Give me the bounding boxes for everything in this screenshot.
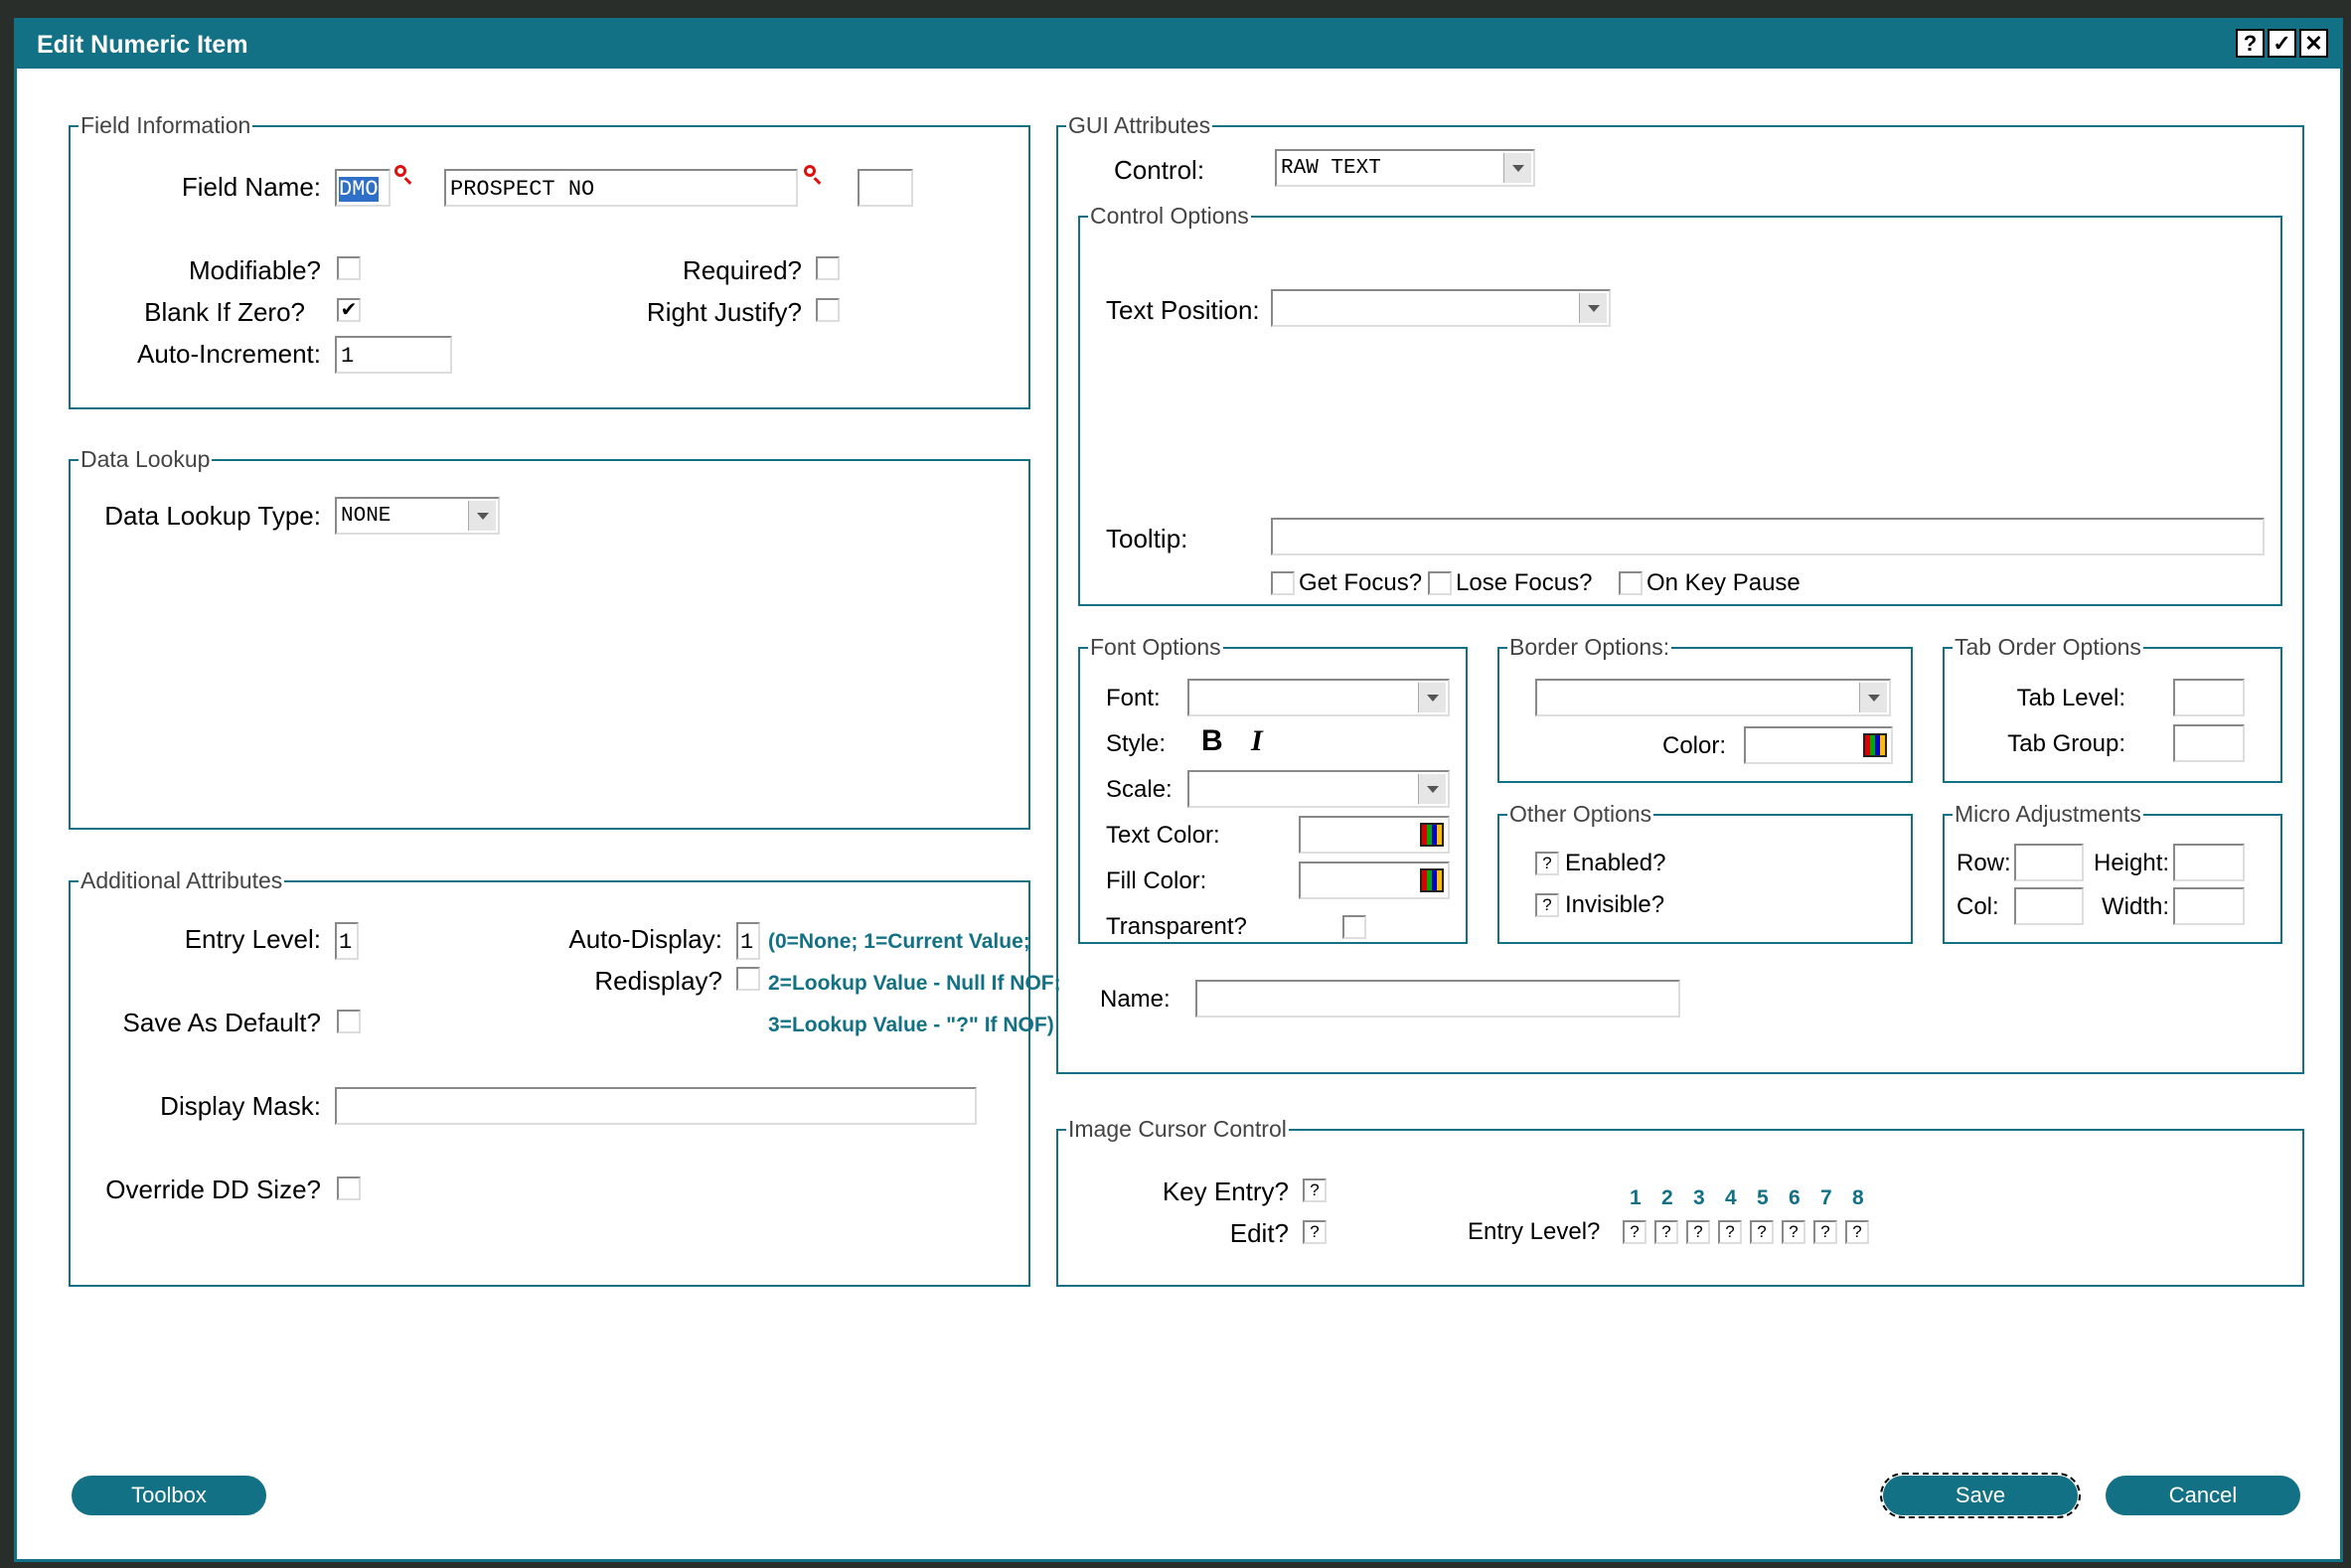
data-lookup-group: [69, 446, 1030, 830]
entry-level-2-checkbox[interactable]: ?: [1654, 1220, 1678, 1244]
level-number: 2: [1661, 1186, 1673, 1209]
enabled-checkbox[interactable]: ?: [1535, 852, 1559, 875]
auto-increment-label: Auto-Increment:: [137, 339, 321, 369]
transparent-label: Transparent?: [1106, 913, 1247, 940]
field-name-label: Field Name:: [181, 172, 321, 202]
auto-display-input[interactable]: 1: [736, 922, 760, 960]
help-button[interactable]: ?: [2236, 29, 2265, 58]
control-select[interactable]: RAW TEXT: [1275, 149, 1535, 187]
invisible-label: Invisible?: [1565, 891, 1665, 918]
font-options-group: [1078, 634, 1468, 944]
edit-numeric-item-dialog: [14, 18, 2343, 1562]
tab-order-options-group: [1943, 634, 2282, 783]
micro-adjustments-group: [1943, 801, 2282, 944]
get-focus-checkbox[interactable]: [1271, 571, 1295, 595]
required-checkbox[interactable]: [816, 256, 840, 280]
transparent-checkbox[interactable]: [1342, 915, 1366, 939]
tooltip-input[interactable]: [1271, 518, 2265, 555]
lose-focus-checkbox[interactable]: [1428, 571, 1452, 595]
col-label: Col:: [1957, 893, 1999, 920]
lose-focus-label: Lose Focus?: [1456, 569, 1593, 596]
font-label: Font:: [1106, 685, 1161, 711]
other-options-group: [1497, 801, 1913, 944]
text-position-select[interactable]: [1271, 289, 1611, 327]
title-bar: [17, 21, 2340, 69]
tab-group-input[interactable]: [2173, 724, 2245, 762]
auto-increment-input[interactable]: 1: [335, 336, 452, 374]
tab-order-options-legend: Tab Order Options: [1955, 634, 2141, 660]
right-justify-checkbox[interactable]: [816, 298, 840, 322]
save-as-default-checkbox[interactable]: [337, 1010, 361, 1033]
tab-level-input[interactable]: [2173, 679, 2245, 716]
chevron-down-icon: [1579, 293, 1607, 323]
scale-select[interactable]: [1187, 770, 1450, 808]
fill-color-input[interactable]: [1299, 862, 1450, 899]
style-label: Style:: [1106, 730, 1167, 757]
entry-level-4-checkbox[interactable]: ?: [1718, 1220, 1742, 1244]
color-picker-icon[interactable]: [1863, 733, 1887, 757]
height-input[interactable]: [2173, 844, 2245, 881]
dialog-title: Edit Numeric Item: [37, 31, 248, 59]
text-position-label: Text Position:: [1106, 295, 1260, 325]
search-icon[interactable]: [394, 165, 406, 177]
on-key-pause-label: On Key Pause: [1646, 569, 1801, 596]
gui-attributes-group: [1056, 112, 2304, 1074]
data-lookup-legend: Data Lookup: [80, 446, 211, 472]
auto-display-hint-1: (0=None; 1=Current Value;: [768, 930, 1030, 953]
tab-group-label: Tab Group:: [2007, 730, 2125, 757]
control-options-group: [1078, 203, 2282, 606]
border-options-group: [1497, 634, 1913, 783]
chevron-down-icon: [1418, 774, 1446, 804]
chevron-down-icon: [1418, 683, 1446, 712]
entry-level-1-checkbox[interactable]: ?: [1623, 1220, 1646, 1244]
border-color-label: Color:: [1662, 732, 1727, 759]
close-button[interactable]: ✕: [2299, 29, 2328, 58]
override-dd-size-checkbox[interactable]: [337, 1176, 361, 1200]
field-prefix-input[interactable]: DMO: [335, 169, 391, 207]
auto-display-hint-3: 3=Lookup Value - "?" If NOF): [768, 1014, 1054, 1036]
color-picker-icon[interactable]: [1420, 823, 1444, 847]
display-mask-label: Display Mask:: [160, 1091, 321, 1121]
display-mask-input[interactable]: [335, 1087, 977, 1125]
text-color-label: Text Color:: [1106, 822, 1220, 849]
entry-level-8-checkbox[interactable]: ?: [1845, 1220, 1869, 1244]
level-number: 8: [1852, 1186, 1864, 1209]
override-dd-size-label: Override DD Size?: [105, 1175, 321, 1204]
text-color-input[interactable]: [1299, 816, 1450, 854]
enabled-label: Enabled?: [1565, 850, 1666, 876]
row-label: Row:: [1957, 850, 2011, 876]
control-label: Control:: [1114, 155, 1205, 185]
level-number: 5: [1757, 1186, 1769, 1209]
entry-level-label: Entry Level?: [1468, 1218, 1601, 1245]
level-number: 1: [1630, 1186, 1642, 1209]
other-options-legend: Other Options: [1509, 801, 1652, 827]
italic-button[interactable]: I: [1251, 724, 1263, 757]
font-select[interactable]: [1187, 679, 1450, 716]
border-color-input[interactable]: [1744, 726, 1893, 764]
right-justify-label: Right Justify?: [646, 297, 802, 327]
search-icon[interactable]: [804, 165, 816, 177]
chevron-down-icon: [468, 501, 496, 531]
entry-level-6-checkbox[interactable]: ?: [1782, 1220, 1805, 1244]
level-number: 6: [1789, 1186, 1801, 1209]
additional-attributes-legend: Additional Attributes: [80, 867, 283, 893]
entry-level-label: Entry Level:: [184, 924, 321, 954]
field-information-legend: Field Information: [80, 112, 251, 138]
data-lookup-type-select[interactable]: NONE: [335, 497, 500, 535]
additional-attributes-group: [69, 867, 1061, 1287]
invisible-checkbox[interactable]: ?: [1535, 893, 1559, 917]
save-button[interactable]: Save: [1883, 1476, 2078, 1515]
height-label: Height:: [2094, 850, 2170, 876]
blank-if-zero-label: Blank If Zero?: [144, 297, 305, 327]
field-name-input[interactable]: PROSPECT NO: [444, 169, 798, 207]
cancel-button[interactable]: Cancel: [2106, 1476, 2300, 1515]
tab-level-label: Tab Level:: [2016, 685, 2125, 711]
blank-if-zero-checkbox[interactable]: ✔: [337, 298, 361, 322]
entry-level-3-checkbox[interactable]: ?: [1686, 1220, 1710, 1244]
auto-display-label: Auto-Display:: [568, 924, 722, 954]
font-options-legend: Font Options: [1090, 634, 1221, 660]
micro-adjustments-legend: Micro Adjustments: [1955, 801, 2141, 827]
on-key-pause-checkbox[interactable]: [1619, 571, 1643, 595]
level-number: 4: [1725, 1186, 1737, 1209]
border-style-select[interactable]: [1535, 679, 1891, 716]
modifiable-checkbox[interactable]: [337, 256, 361, 280]
entry-level-7-checkbox[interactable]: ?: [1813, 1220, 1837, 1244]
data-lookup-type-label: Data Lookup Type:: [104, 501, 321, 531]
bold-button[interactable]: B: [1201, 724, 1223, 757]
redisplay-checkbox[interactable]: [736, 967, 760, 991]
edit-label: Edit?: [1229, 1218, 1289, 1248]
fill-color-label: Fill Color:: [1106, 867, 1207, 894]
required-label: Required?: [683, 255, 802, 285]
name-label: Name:: [1100, 986, 1171, 1013]
entry-level-input[interactable]: 1: [335, 922, 359, 960]
field-information-group: [69, 112, 1030, 409]
key-entry-label: Key Entry?: [1162, 1176, 1289, 1206]
key-entry-checkbox[interactable]: ?: [1303, 1178, 1327, 1202]
ok-check-button[interactable]: ✓: [2268, 29, 2296, 58]
chevron-down-icon: [1503, 153, 1531, 183]
modifiable-label: Modifiable?: [189, 255, 321, 285]
level-number: 7: [1820, 1186, 1832, 1209]
image-cursor-control-group: [1056, 1116, 2304, 1287]
level-number: 3: [1693, 1186, 1705, 1209]
field-extra-input[interactable]: [858, 169, 913, 207]
image-cursor-control-legend: Image Cursor Control: [1068, 1116, 1287, 1142]
width-label: Width:: [2102, 893, 2170, 920]
col-input[interactable]: [2014, 887, 2084, 925]
save-as-default-label: Save As Default?: [122, 1008, 321, 1037]
edit-checkbox[interactable]: ?: [1303, 1220, 1327, 1244]
auto-display-hint-2: 2=Lookup Value - Null If NOF;: [768, 972, 1061, 995]
width-input[interactable]: [2173, 887, 2245, 925]
chevron-down-icon: [1859, 683, 1887, 712]
row-input[interactable]: [2014, 844, 2084, 881]
get-focus-label: Get Focus?: [1299, 569, 1423, 596]
redisplay-label: Redisplay?: [594, 966, 722, 996]
control-options-legend: Control Options: [1090, 203, 1249, 229]
name-input[interactable]: [1195, 980, 1680, 1018]
gui-attributes-legend: GUI Attributes: [1068, 112, 1211, 138]
entry-level-5-checkbox[interactable]: ?: [1750, 1220, 1774, 1244]
color-picker-icon[interactable]: [1420, 868, 1444, 892]
tooltip-label: Tooltip:: [1106, 524, 1188, 553]
scale-label: Scale:: [1106, 776, 1173, 803]
toolbox-button[interactable]: Toolbox: [72, 1476, 266, 1515]
border-options-legend: Border Options:: [1509, 634, 1670, 660]
